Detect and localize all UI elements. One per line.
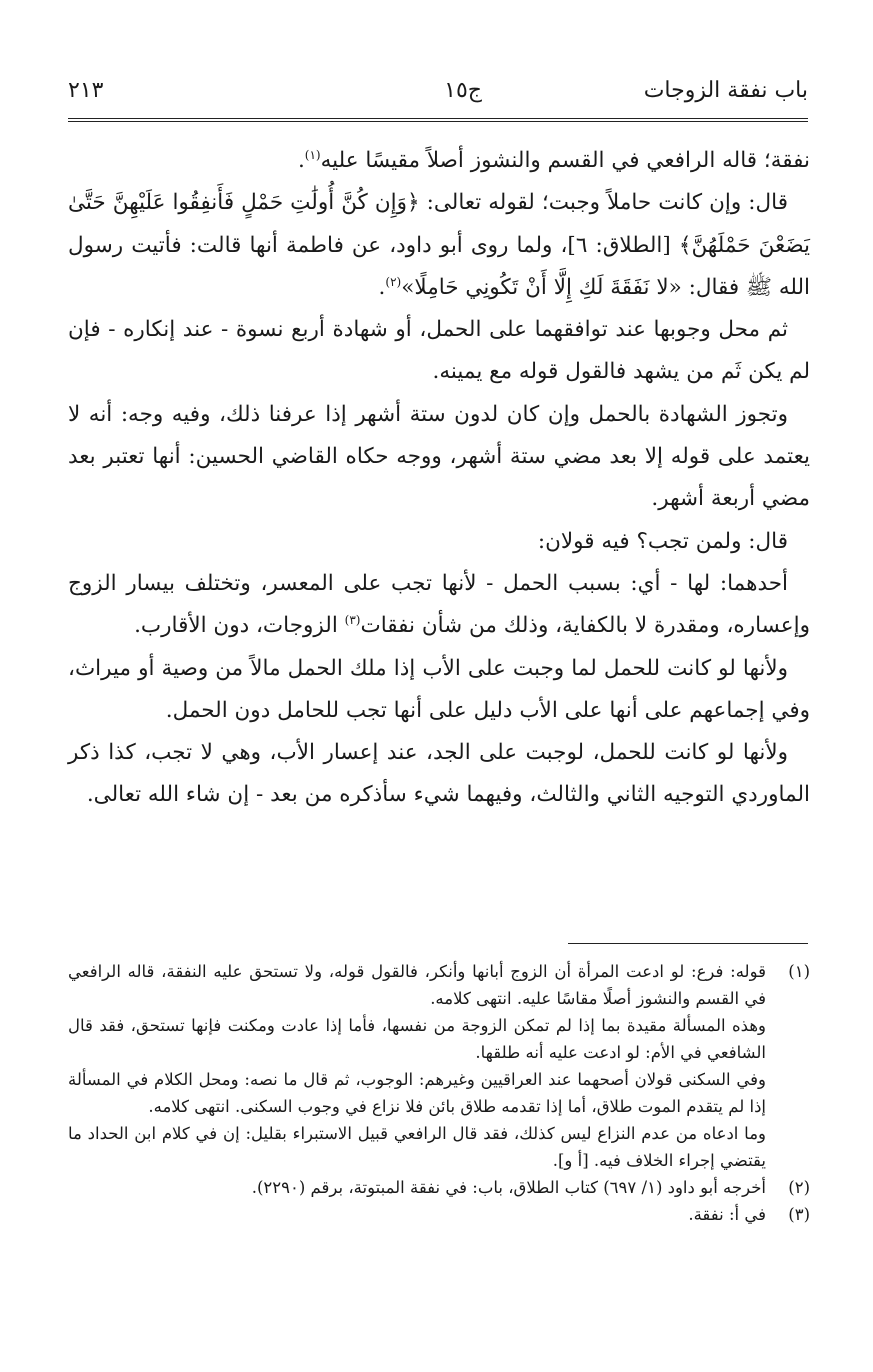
footnote-number: (٣) bbox=[788, 1205, 810, 1224]
paragraph-7: ولأنها لو كانت للحمل لما وجبت على الأب إذا ملك الحمل مالاً من وصية أو ميراث، وفي إجماعهم على أنها على الأب دليل على أنها تجب للحامل دون الحمل. bbox=[68, 655, 810, 723]
footnote-separator bbox=[568, 943, 808, 944]
footnote-ref-3[interactable]: (٣) bbox=[344, 613, 361, 628]
header-rule-thin bbox=[68, 121, 808, 122]
paragraph-1: نفقة؛ قاله الرافعي في القسم والنشوز أصلاً مقيسًا عليه$^{(١)}$. bbox=[297, 147, 810, 173]
footnotes bbox=[68, 958, 810, 1228]
main-text bbox=[68, 140, 810, 817]
footnote-2: (٢) أخرجه أبو داود (١/ ٦٩٧) كتاب الطلاق، باب: في نفقة المبتوتة، برقم (٢٢٩٠). bbox=[68, 1174, 810, 1201]
paragraph-4: وتجوز الشهادة بالحمل وإن كان لدون ستة أشهر إذا عرفنا ذلك، وفيه وجه: أنه لا يعتمد على قوله إلا بعد مضي ستة أشهر، ووجه حكاه القاضي الحسين: أنها تعتبر بعد مضي أربعة أشهر. bbox=[68, 401, 810, 512]
footnote-number: (٢) bbox=[788, 1178, 810, 1197]
volume-label: ج١٥ bbox=[444, 78, 482, 103]
paragraph-5: قال: ولمن تجب؟ فيه قولان: bbox=[537, 528, 788, 554]
chapter-title: باب نفقة الزوجات bbox=[643, 78, 808, 103]
footnote-1: (١) قوله: فرع: لو ادعت المرأة أن الزوج أبانها وأنكر، فالقول قوله، ولا تستحق عليه النفقة، قاله الرافعي في القسم والنشوز أصلًا مقاسًا عليه. انتهى كلامه. وهذه المسألة مقيدة بما إذا لم تمكن الزوجة من نفسها، فأما إذا عادت ومكنت فإنها تستحق، فقد قال الشافعي في الأم: لو ادعت عليه أنه طلقها. وفي السكنى قولان أصحهما عند العراقيين وغيرهم: الوجوب، ثم قال ما نصه: ومحل الكلام في المسألة إذا لم يتقدم الموت طلاق، أما إذا تقدمه طلاق بائن فلا نزاع في وجوب السكنى. انتهى كلامه. وما ادعاه من عدم النزاع ليس كذلك، فقد قال الرافعي قبيل الاستبراء بقليل: إن في كلام ابن الحداد ما يقتضي إجراء الخلاف فيه. [أ و]. bbox=[68, 958, 810, 1174]
paragraph-6: أحدهما: لها - أي: بسبب الحمل - لأنها تجب على المعسر، وتختلف بيسار الزوج وإعساره، ومقدرة لا بالكفاية، وذلك من شأن نفقات$^{(٣)}$ الزوجات، دون الأقارب. bbox=[68, 570, 810, 639]
running-header bbox=[68, 78, 808, 114]
header-rule bbox=[68, 118, 808, 119]
paragraph-2: قال: وإن كانت حاملاً وجبت؛ لقوله تعالى: ﴿وَإِن كُنَّ أُولَٰتِ حَمْلٍ فَأَنفِقُوا عَلَيْهِنَّ حَتَّىٰ يَضَعْنَ حَمْلَهُنَّ﴾ [الطلاق: ٦]، ولما روى أبو داود، عن فاطمة أنها قالت: فأتيت رسول الله ﷺ فقال: «لا نَفَقَةَ لَكِ إِلَّا أَنْ تَكُونِي حَامِلًا»$^{(٢)}$. bbox=[68, 190, 810, 300]
footnote-number: (١) bbox=[788, 962, 810, 981]
footnote-ref-1[interactable]: (١) bbox=[304, 147, 321, 162]
paragraph-3: ثم محل وجوبها عند توافقهما على الحمل، أو شهادة أربع نسوة - عند إنكاره - فإن لم يكن ثَم من يشهد فالقول قوله مع يمينه. bbox=[68, 317, 810, 385]
page-number: ٢١٣ bbox=[68, 78, 104, 103]
paragraph-8: ولأنها لو كانت للحمل، لوجبت على الجد، عند إعسار الأب، وهي لا تجب، كذا ذكر الماوردي التوجيه الثاني والثالث، وفيهما شيء سأذكره من بعد - إن شاء الله تعالى. bbox=[68, 740, 810, 808]
footnote-3: (٣) في أ: نفقة. bbox=[68, 1201, 810, 1228]
footnote-ref-2[interactable]: (٢) bbox=[385, 274, 402, 289]
quran-verse: ﴿وَإِن كُنَّ أُولَٰتِ حَمْلٍ فَأَنفِقُوا عَلَيْهِنَّ حَتَّىٰ يَضَعْنَ حَمْلَهُنَّ﴾ bbox=[68, 190, 810, 258]
